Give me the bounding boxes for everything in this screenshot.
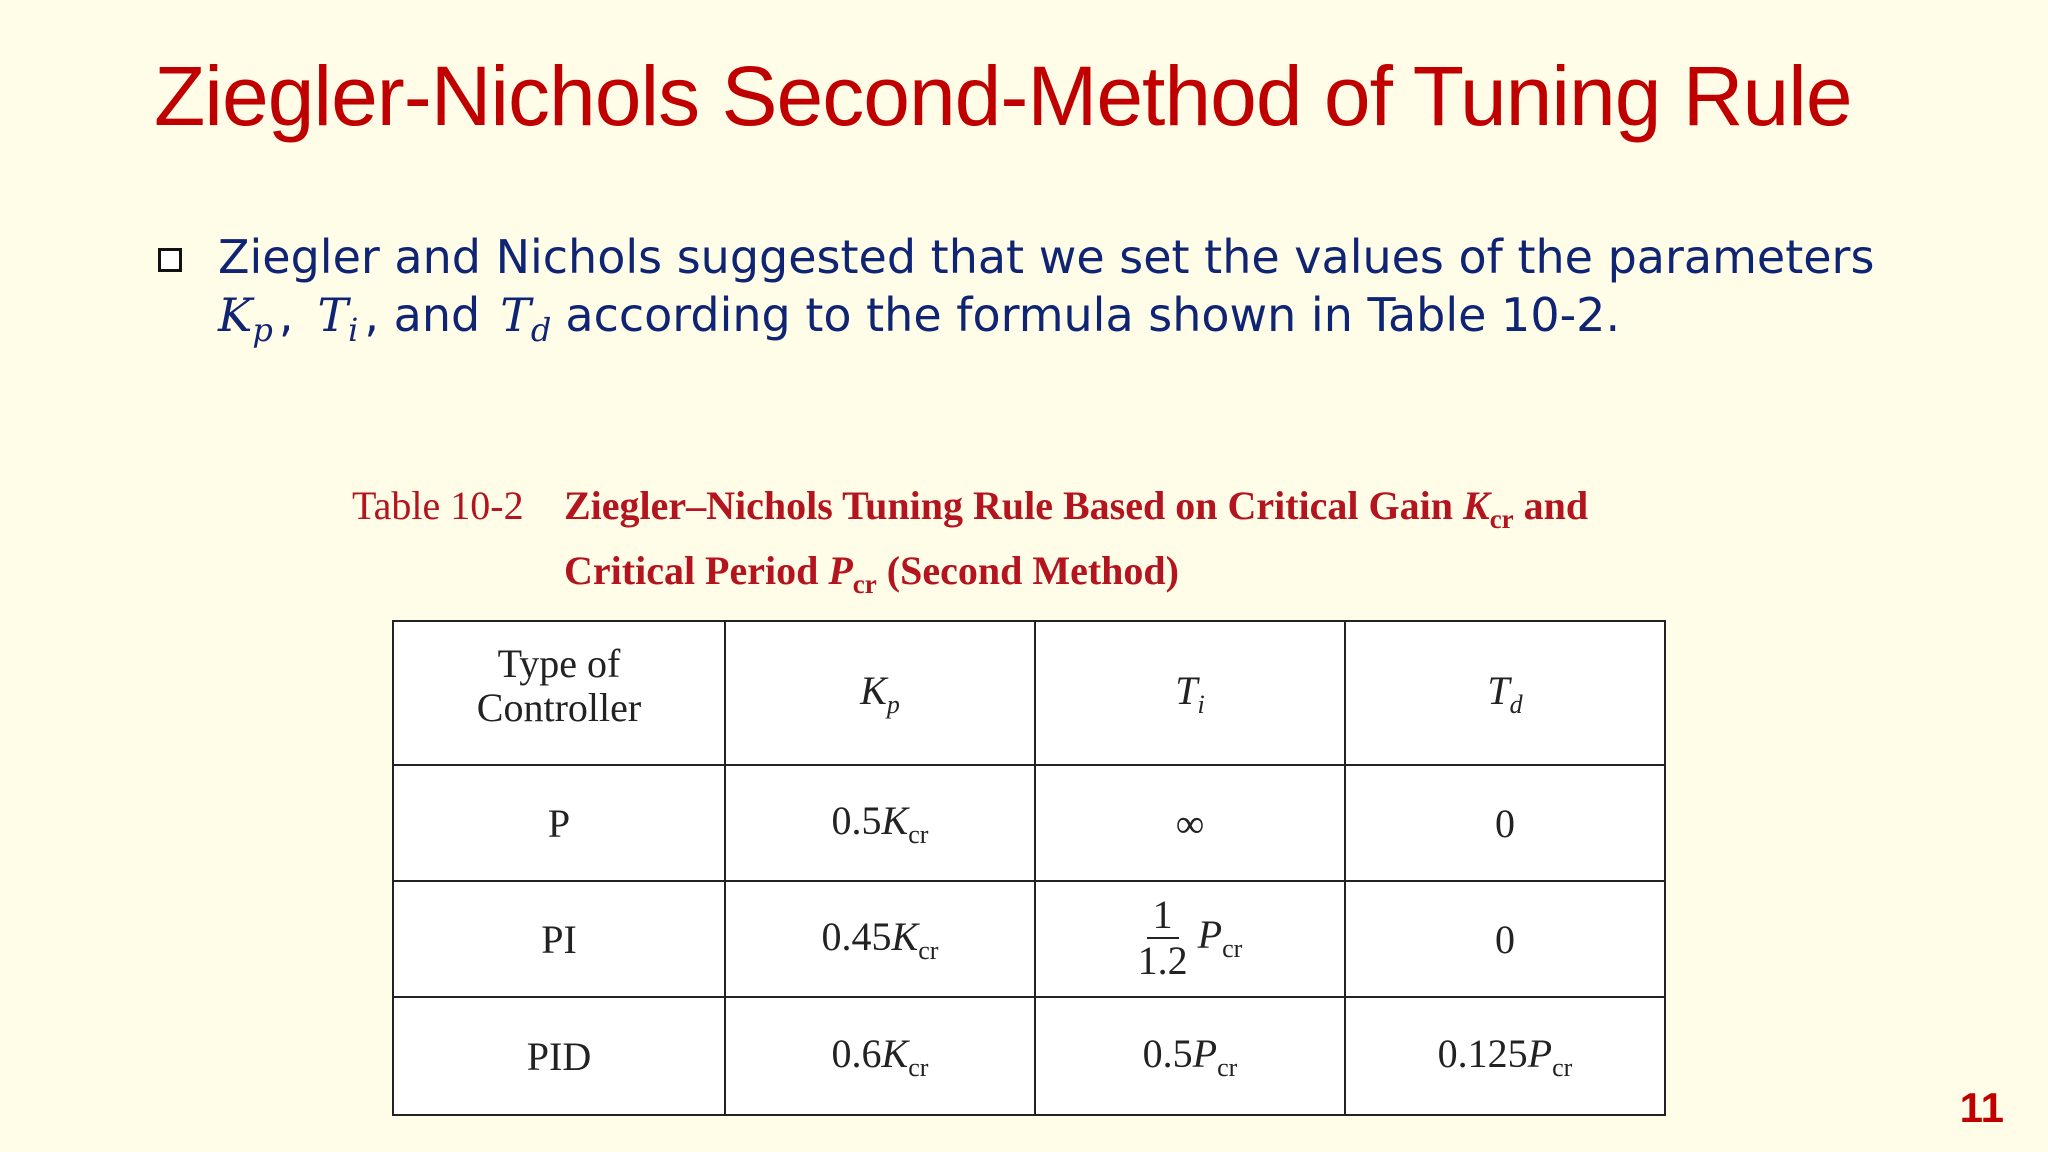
- table-row: [393, 765, 1665, 881]
- cell-td: 0: [1345, 881, 1665, 997]
- cell-type: P: [393, 765, 725, 881]
- cell-td: 0: [1345, 765, 1665, 881]
- tuning-rule-table: [392, 620, 1666, 1116]
- cell-kp: $0.5K_{cr}$: [725, 765, 1035, 881]
- caption-title: Ziegler–Nichols Tuning Rule Based on Critical Gain $K_{cr}$ and: [564, 483, 1589, 534]
- page-number: 11: [1959, 1084, 2004, 1131]
- header-kp: $K_p$: [725, 621, 1035, 765]
- cell-kp: $0.6K_{cr}$: [725, 997, 1035, 1115]
- bullet-point: [158, 228, 1898, 359]
- header-ti: $T_i$: [1035, 621, 1345, 765]
- bullet-text: [218, 228, 1898, 359]
- slide-title: Ziegler-Nichols Second-Method of Tuning Rule: [154, 49, 1852, 143]
- header-type-of-controller: Type of Controller: [393, 621, 725, 765]
- table-caption: [352, 480, 1588, 610]
- table-number: Table 10-2: [352, 483, 524, 528]
- cell-type: PI: [393, 881, 725, 997]
- caption-line-2: Critical Period $P_{cr}$ (Second Method): [564, 548, 1179, 599]
- separator-2: , and: [364, 288, 481, 342]
- caption-line-1: [352, 480, 1588, 545]
- fraction: $\frac{1}{1.2}$: [1137, 892, 1188, 983]
- square-bullet-icon: [158, 248, 182, 272]
- cell-ti: $\frac{1}{1.2}$ $P_{cr}$: [1035, 881, 1345, 997]
- ti-symbol: $T_i$: [317, 288, 359, 350]
- cell-ti: $0.5P_{cr}$: [1035, 997, 1345, 1115]
- bullet-line1-text: Ziegler and Nichols suggested that we set the values of the parameters: [218, 230, 1875, 284]
- table-header-row: [393, 621, 1665, 765]
- separator-1: ,: [278, 288, 294, 342]
- cell-td: $0.125P_{cr}$: [1345, 997, 1665, 1115]
- cell-ti: ∞: [1035, 765, 1345, 881]
- bullet-line-2: [218, 286, 1898, 359]
- cell-kp: $0.45K_{cr}$: [725, 881, 1035, 997]
- bullet-tail-text: according to the formula shown in Table 10-2.: [565, 288, 1621, 342]
- table-row: [393, 997, 1665, 1115]
- table-row: [393, 881, 1665, 997]
- td-symbol: $T_d$: [500, 288, 552, 350]
- cell-type: PID: [393, 997, 725, 1115]
- bullet-line-1: [218, 228, 1898, 286]
- header-td: $T_d$: [1345, 621, 1665, 765]
- kp-symbol: $K_p$: [218, 288, 273, 350]
